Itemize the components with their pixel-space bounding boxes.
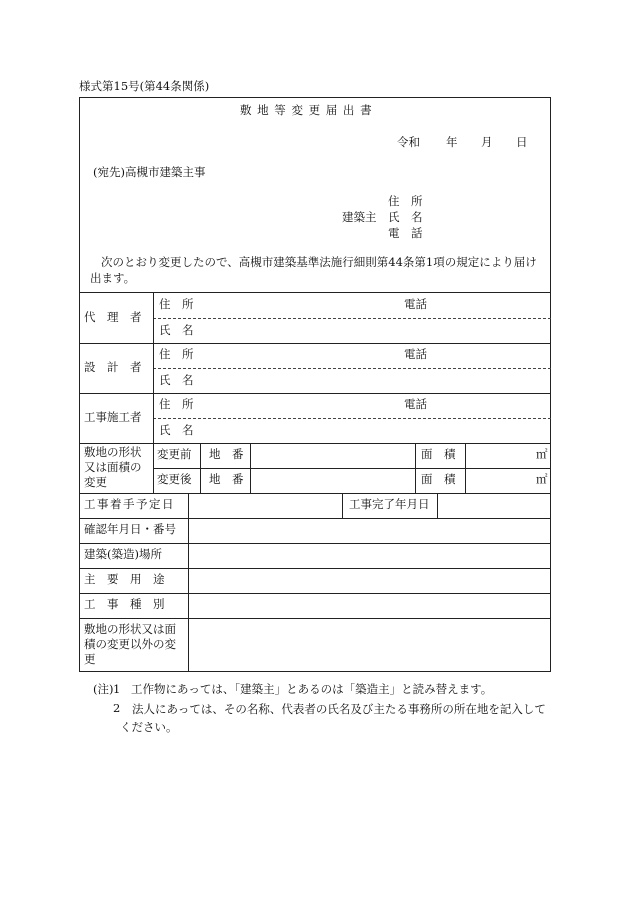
row-divider-dashed bbox=[153, 368, 551, 369]
date-day: 日 bbox=[516, 135, 528, 149]
contractor-address-label: 住 所 bbox=[159, 397, 194, 411]
row-divider bbox=[79, 343, 551, 344]
designer-label: 設 計 者 bbox=[84, 360, 142, 374]
col-divider bbox=[465, 443, 466, 493]
notes-prefix: (注) bbox=[93, 682, 114, 696]
start-date-field[interactable] bbox=[189, 494, 341, 517]
site-area-before-label: 面 積 bbox=[421, 447, 456, 461]
note-1-text: 工作物にあっては、「建築主」とあるのは「築造主」と読み替えます。 bbox=[131, 682, 493, 696]
row-divider bbox=[79, 593, 551, 594]
owner-name-label: 氏 名 bbox=[388, 210, 423, 224]
site-area-after-label: 面 積 bbox=[421, 472, 456, 486]
date-month: 月 bbox=[481, 135, 493, 149]
note-1-number: 1 bbox=[113, 682, 121, 696]
note-2-text: 法人にあっては、その名称、代表者の氏名及び主たる事務所の所在地を記入してください。 bbox=[120, 702, 546, 734]
agent-address-label: 住 所 bbox=[159, 297, 194, 311]
addressee: (宛先)高槻市建築主事 bbox=[93, 165, 206, 179]
use-label: 主 要 用 途 bbox=[84, 572, 165, 586]
row-divider bbox=[79, 393, 551, 394]
owner-address-label: 住 所 bbox=[388, 194, 423, 208]
site-lot-after-field[interactable] bbox=[251, 469, 414, 492]
site-area-after-unit: ㎡ bbox=[536, 472, 548, 486]
agent-name-label: 氏 名 bbox=[159, 323, 194, 337]
confirmation-label: 確認年月日・番号 bbox=[84, 522, 176, 536]
row-divider bbox=[79, 568, 551, 569]
designer-name-label: 氏 名 bbox=[159, 373, 194, 387]
note-2-number: 2 bbox=[113, 701, 121, 715]
date-era: 令和 bbox=[397, 135, 420, 149]
owner-phone-label: 電 話 bbox=[388, 226, 423, 240]
form-number: 様式第15号(第44条関係) bbox=[79, 79, 210, 93]
site-lot-before-field[interactable] bbox=[251, 444, 414, 467]
col-divider bbox=[153, 292, 154, 493]
row-divider bbox=[79, 292, 551, 293]
col-divider bbox=[342, 493, 343, 518]
site-change-label: 敷地の形状又は面積の変更 bbox=[84, 445, 142, 489]
site-lot-after-label: 地 番 bbox=[209, 472, 244, 486]
site-area-before-unit: ㎡ bbox=[536, 447, 548, 461]
row-divider-dashed bbox=[153, 318, 551, 319]
form-title: 敷 地 等 変 更 届 出 書 bbox=[240, 103, 373, 117]
statement: 次のとおり変更したので、高槻市建築基準法施行細則第44条第1項の規定により届け出ます。 bbox=[90, 255, 537, 285]
start-date-label: 工事着手予定日 bbox=[84, 497, 175, 511]
designer-address-label: 住 所 bbox=[159, 347, 194, 361]
site-lot-before-label: 地 番 bbox=[209, 447, 244, 461]
col-divider bbox=[188, 493, 189, 672]
site-change-after: 変更後 bbox=[157, 472, 192, 486]
contractor-phone-label: 電話 bbox=[404, 397, 427, 411]
designer-phone-label: 電話 bbox=[404, 347, 427, 361]
end-date-label: 工事完了年月日 bbox=[349, 497, 430, 511]
contractor-name-label: 氏 名 bbox=[159, 423, 194, 437]
col-divider bbox=[415, 443, 416, 493]
work-type-label: 工 事 種 別 bbox=[84, 597, 165, 611]
row-divider-dashed bbox=[153, 418, 551, 419]
row-divider bbox=[79, 518, 551, 519]
other-changes-label: 敷地の形状又は面積の変更以外の変更 bbox=[84, 622, 176, 666]
end-date-field[interactable] bbox=[438, 494, 550, 517]
location-label: 建築(築造)場所 bbox=[84, 547, 162, 561]
owner-role-label: 建築主 bbox=[342, 210, 377, 224]
agent-label: 代 理 者 bbox=[84, 310, 142, 324]
col-divider bbox=[200, 443, 201, 493]
site-change-before: 変更前 bbox=[157, 447, 192, 461]
row-divider bbox=[79, 618, 551, 619]
contractor-label: 工事施工者 bbox=[84, 410, 142, 424]
date-year: 年 bbox=[446, 135, 458, 149]
agent-phone-label: 電話 bbox=[404, 297, 427, 311]
row-divider bbox=[79, 543, 551, 544]
